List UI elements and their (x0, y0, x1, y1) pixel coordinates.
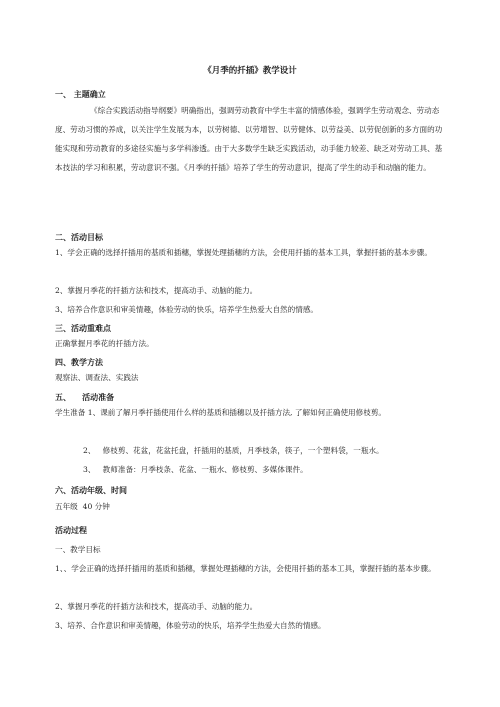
section-2-item-1: 1、学会正确的选择扦插用的基质和插穗，掌握处理插穗的方法，会使用扦插的基本工具，掌握扦插的基本步骤。 (55, 248, 432, 257)
section-4-text: 观察法、调查法、实践法 (55, 373, 139, 382)
section-2-heading: 二、活动目标 (55, 232, 103, 242)
section-5-heading: 五、 活动准备 (55, 392, 115, 402)
process-heading: 活动过程 (55, 525, 87, 535)
process-item-2: 2、掌握月季花的扦插方法和技术，提高动手、动脑的能力。 (55, 602, 258, 611)
section-4-heading: 四、教学方法 (55, 357, 103, 367)
section-1-heading: 一、 主题确立 (55, 89, 106, 99)
section-3-text: 正确掌握月季花的扦插方法。 (55, 339, 154, 348)
section-5-item-3: 3、 教师准备：月季枝条、花盆、一瓶水、修枝剪、多媒体课件。 (83, 465, 308, 474)
section-3-heading: 三、活动重难点 (55, 323, 111, 333)
section-2-item-3: 3、培养合作意识和审美情趣，体验劳动的快乐，培养学生热爱大自然的情感。 (55, 305, 319, 314)
section-1-paragraph: 《综合实践活动指导纲要》明确指出，强调劳动教育中学生丰富的情感体验，强调学生劳动观念、劳动态度、劳动习惯的养成，以关注学生发展为本，以劳树德、以劳增智、以劳健体、以劳益美、以劳促创新的多方面的功能实现和劳动教育的多途径实施与多学科渗透。由于大多数学生缺乏实践活动，动手能力较差、缺乏对劳动工具、基本技法的学习和积累，劳动意识不强。《月季的扦插》培养了学生的劳动意识，提高了学生的动手和动脑的能力。 (55, 106, 443, 172)
section-5-item-2: 2、 修枝剪、花盆，花盆托盘，扦插用的基质，月季枝条，筷子，一个塑料袋，一瓶水。 (83, 446, 384, 455)
section-2-item-2: 2、掌握月季花的扦插方法和技术，提高动手、动脑的能力。 (55, 286, 258, 295)
document-title: 《月季的扦插》教学设计 (203, 66, 297, 76)
process-item-3: 3、培养、合作意识和审美情趣，体验劳动的快乐，培养学生热爱大自然的情感。 (55, 621, 326, 630)
section-6-heading: 六、活动年级、时间 (55, 485, 127, 495)
process-item-1: 1、、学会正确的选择扦插用的基质和插穗，掌握处理插穗的方法，会使用扦插的基本工具，掌握扦插的基本步骤。 (55, 564, 436, 573)
section-6-text: 五年级 40 分钟 (55, 502, 110, 511)
section-5-item-1: 学生准备 1、课前了解月季扦插使用什么样的基质和插穗以及扦插方法, 了解如何正确使用修枝剪。 (55, 408, 387, 417)
process-subheading: 一、教学目标 (55, 545, 101, 554)
